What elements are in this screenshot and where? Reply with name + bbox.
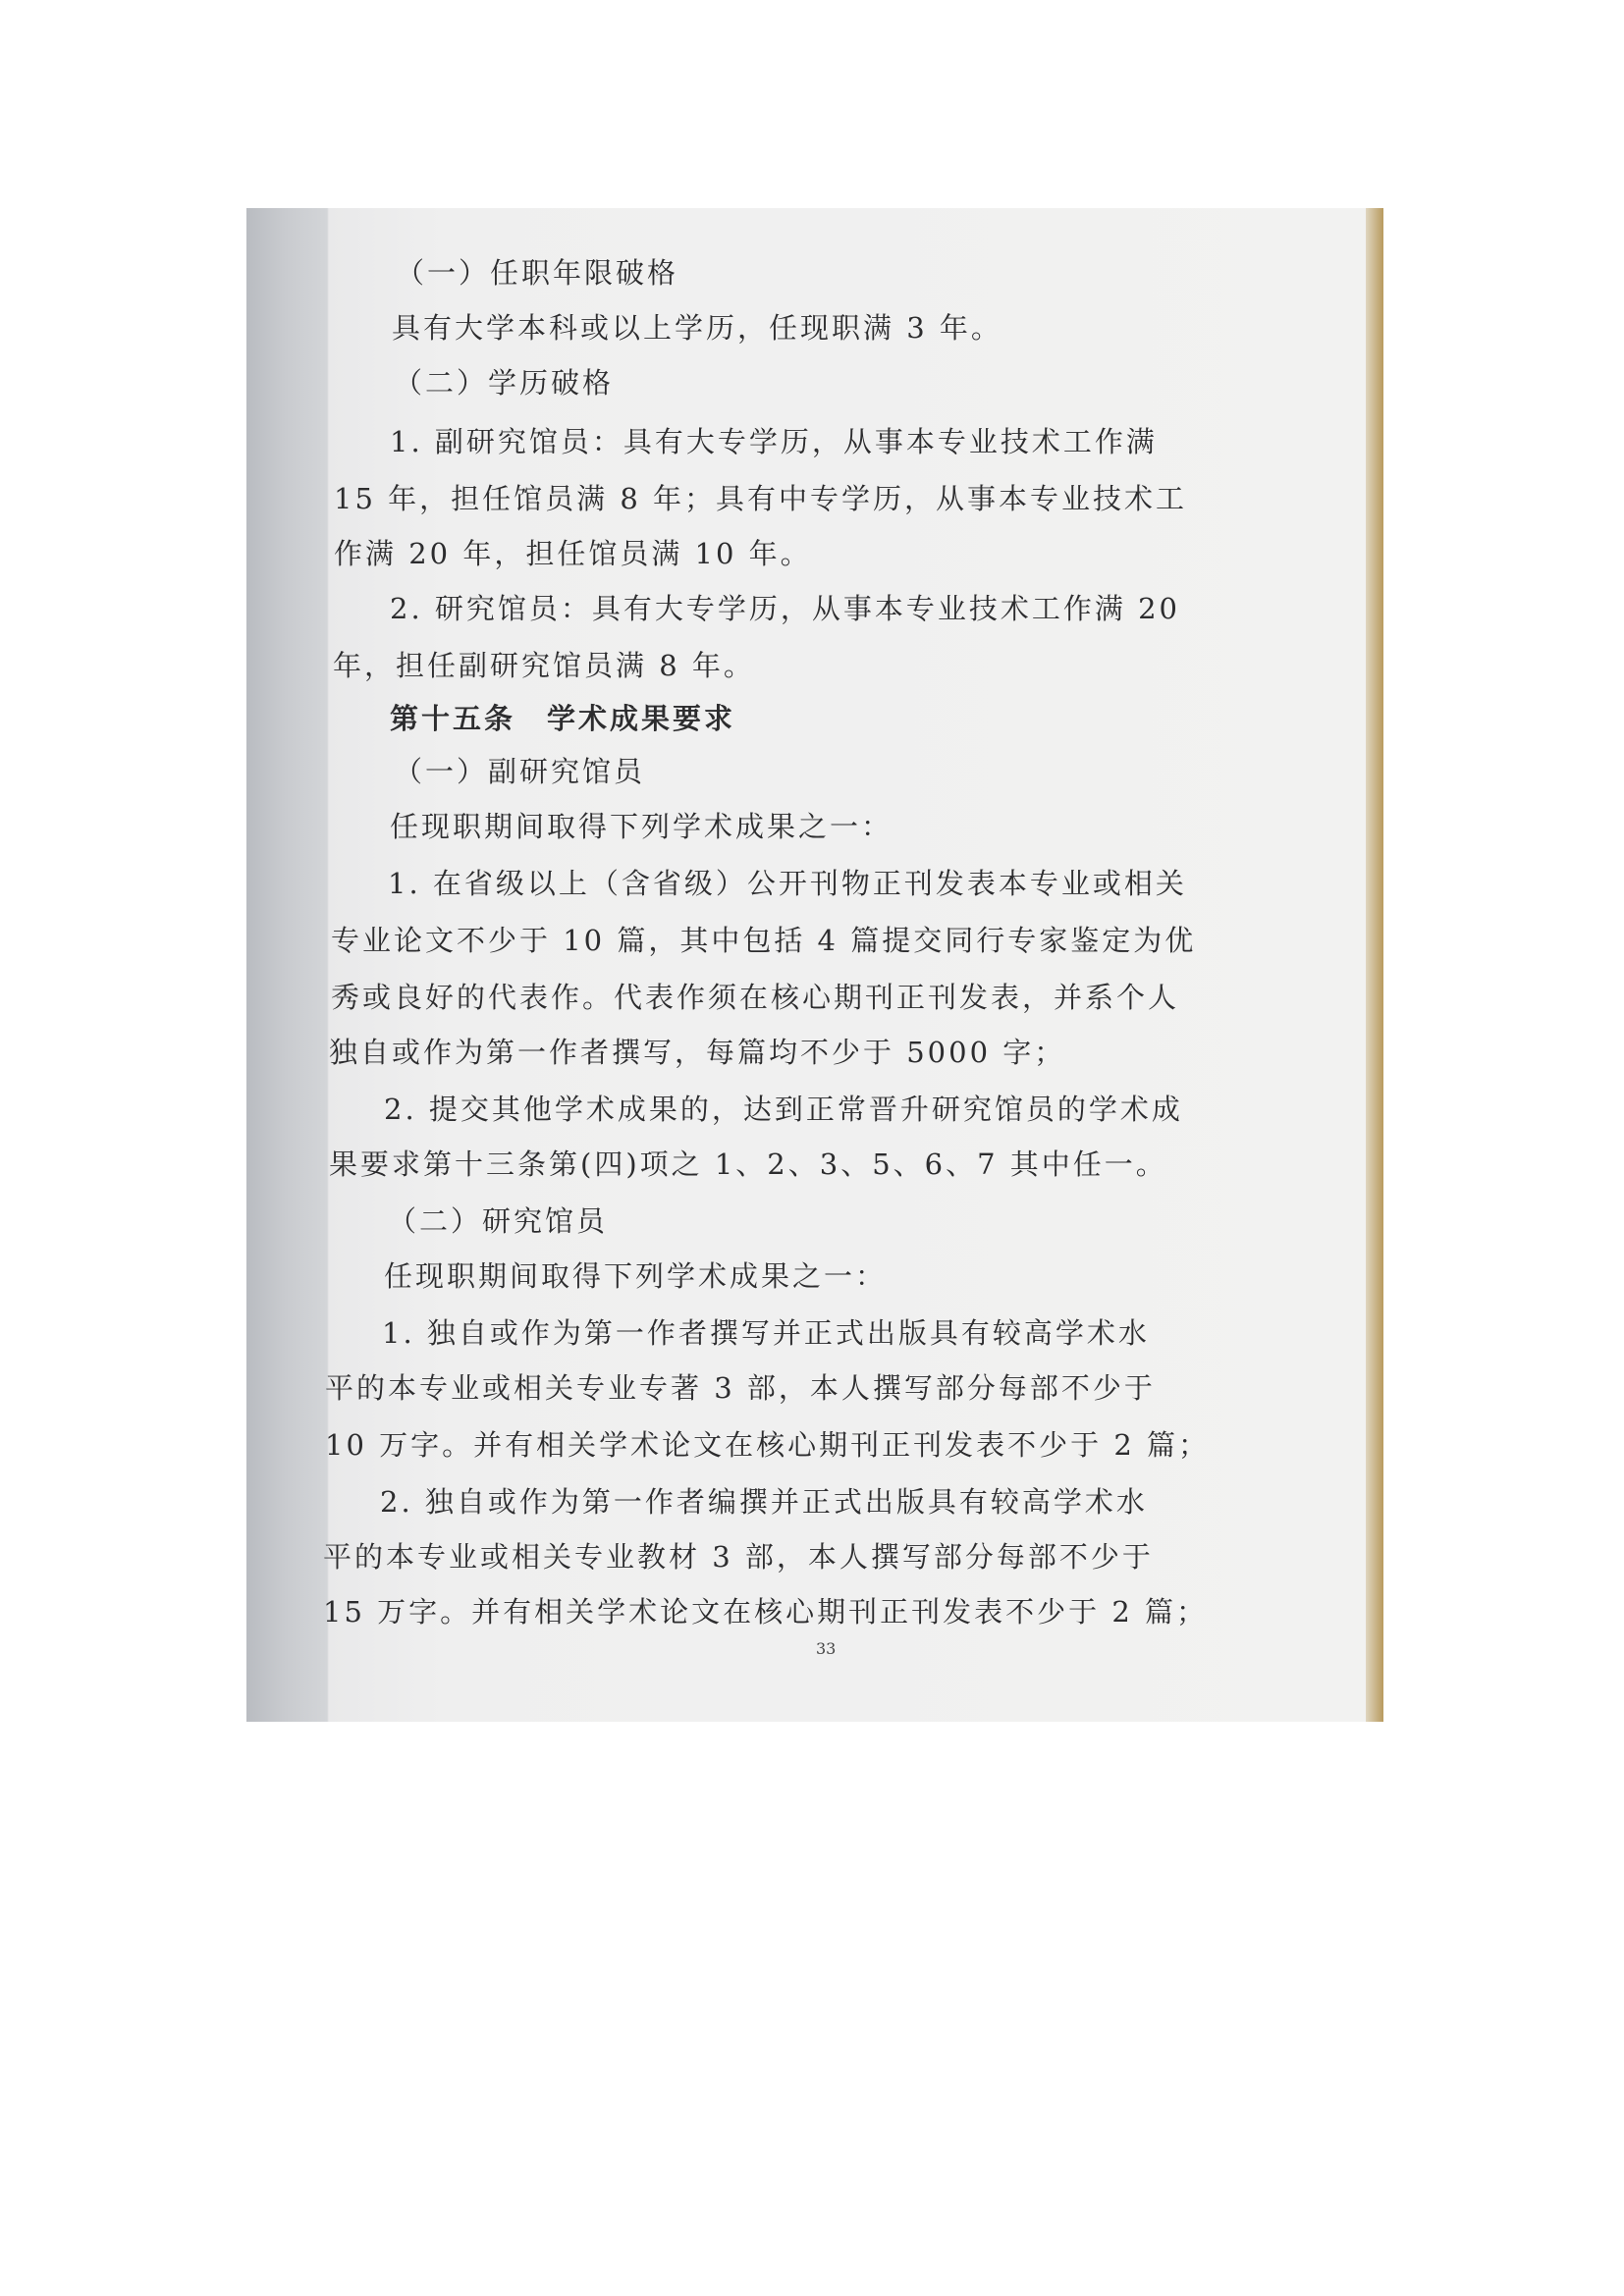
page-number: 33 — [816, 1639, 837, 1658]
body-line: 专业论文不少于 10 篇，其中包括 4 篇提交同行专家鉴定为优 — [331, 924, 1197, 957]
body-line: 2. 提交其他学术成果的，达到正常晋升研究馆员的学术成 — [384, 1093, 1183, 1126]
body-line: 果要求第十三条第(四)项之 1、2、3、5、6、7 其中任一。 — [329, 1148, 1167, 1181]
body-line: 15 万字。并有相关学术论文在核心期刊正刊发表不少于 2 篇； — [323, 1595, 1209, 1629]
document-page — [323, 208, 1366, 1722]
body-line: 1. 独自或作为第一作者撰写并正式出版具有较高学术水 — [382, 1316, 1150, 1350]
document-photo — [246, 208, 1383, 1722]
body-line: 具有大学本科或以上学历，任现职满 3 年。 — [392, 311, 1002, 345]
body-line: 平的本专业或相关专业教材 3 部，本人撰写部分每部不少于 — [323, 1540, 1154, 1574]
article-heading: 第十五条 学术成果要求 — [390, 702, 736, 735]
subsection-heading: （一）副研究馆员 — [394, 755, 646, 788]
body-line: 10 万字。并有相关学术论文在核心期刊正刊发表不少于 2 篇； — [325, 1428, 1211, 1462]
body-line: 任现职期间取得下列学术成果之一： — [384, 1259, 888, 1293]
body-line: 独自或作为第一作者撰写，每篇均不少于 5000 字； — [329, 1036, 1066, 1069]
body-line: 15 年，担任馆员满 8 年；具有中专学历，从事本专业技术工 — [334, 482, 1188, 515]
body-line: 2. 研究馆员：具有大专学历，从事本专业技术工作满 20 — [390, 592, 1181, 625]
body-line: 秀或良好的代表作。代表作须在核心期刊正刊发表，并系个人 — [331, 981, 1180, 1014]
subsection-heading: （二）研究馆员 — [388, 1204, 609, 1238]
body-line: 平的本专业或相关专业专著 3 部，本人撰写部分每部不少于 — [325, 1371, 1156, 1405]
page-edge-shadow — [1366, 208, 1383, 1722]
body-line: 1. 副研究馆员：具有大专学历，从事本专业技术工作满 — [390, 425, 1158, 458]
subsection-heading: （二）学历破格 — [394, 366, 615, 400]
body-line: 2. 独自或作为第一作者编撰并正式出版具有较高学术水 — [380, 1485, 1148, 1519]
body-line: 作满 20 年，担任馆员满 10 年。 — [334, 537, 812, 570]
body-line: 任现职期间取得下列学术成果之一： — [390, 810, 893, 843]
subsection-heading: （一）任职年限破格 — [396, 256, 679, 290]
body-line: 1. 在省级以上（含省级）公开刊物正刊发表本专业或相关 — [388, 867, 1187, 900]
body-line: 年，担任副研究馆员满 8 年。 — [333, 649, 755, 682]
